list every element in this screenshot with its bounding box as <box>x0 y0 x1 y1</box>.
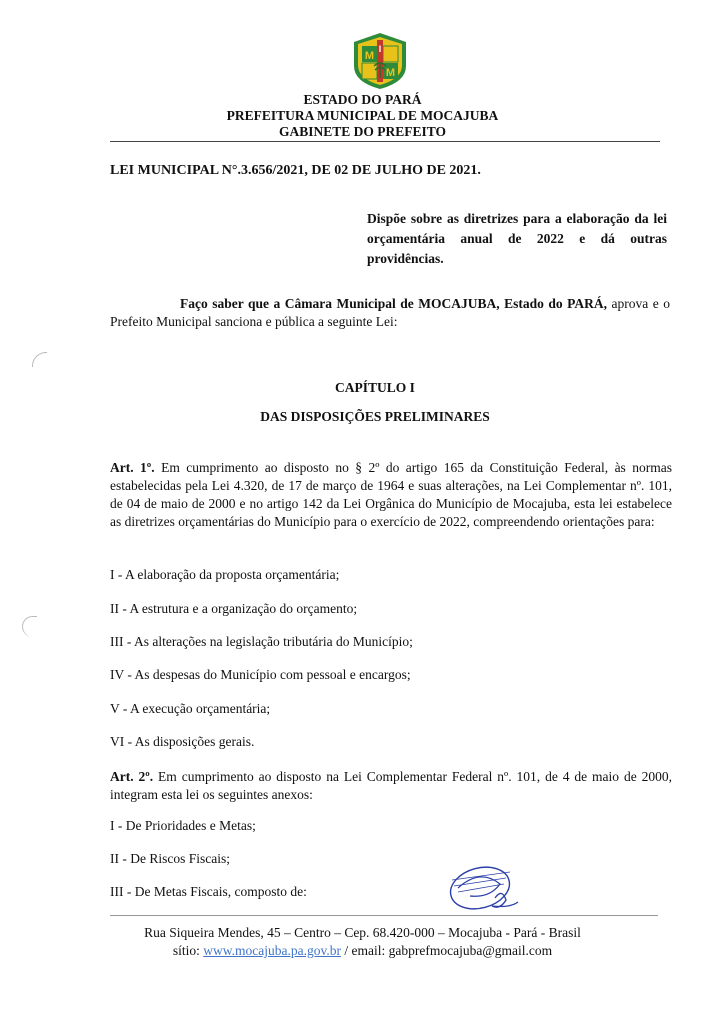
article-1-item: IV - As despesas do Município com pessoal e encargos; <box>110 667 411 682</box>
article-1-item: III - As alterações na legislação tributária do Município; <box>110 634 413 649</box>
article-2 <box>110 768 672 804</box>
law-summary: Dispõe sobre as diretrizes para a elaboração da lei orçamentária anual de 2022 e dá outras providências. <box>367 211 667 266</box>
punch-hole-mark <box>32 352 47 367</box>
punch-hole-mark <box>22 616 37 637</box>
municipal-crest <box>352 32 408 90</box>
article-2-item: I - De Prioridades e Metas; <box>110 818 256 833</box>
crest-letter-m2: M <box>385 67 396 79</box>
article-1-text: Em cumprimento ao disposto no § 2º do artigo 165 da Constituição Federal, às normas estabelecidas pela Lei 4.320, de 17 de março de 1964 e suas alterações, na Lei Complementar nº. 101, de 04 de maio de 2000 e no artigo 142 da Lei Orgânica do Município de Mocajuba, esta lei estabelece as diretrizes orçamentárias do Município para o exercício de 2022, compreendendo orientações para: <box>110 460 672 529</box>
crest-letter-i: I <box>378 44 382 54</box>
article-1-item: V - A execução orçamentária; <box>110 701 271 716</box>
crest-letter-m1: M <box>364 50 375 62</box>
footer-site-label: sítio: <box>172 943 204 958</box>
article-1-item: VI - As disposições gerais. <box>110 734 255 749</box>
article-2-item: III - De Metas Fiscais, composto de: <box>110 884 307 899</box>
article-1-label: Art. 1º. <box>110 460 155 475</box>
signature-rubric <box>440 858 550 928</box>
header-gabinete: GABINETE DO PREFEITO <box>278 124 447 139</box>
footer-divider <box>110 915 658 916</box>
chapter-title: DAS DISPOSIÇÕES PRELIMINARES <box>260 409 490 424</box>
intro-rest: aprova e o Prefeito Municipal sanciona e pública a seguinte Lei: <box>110 296 670 329</box>
footer-address: Rua Siqueira Mendes, 45 – Centro – Cep. 68.420-000 – Mocajuba - Pará - Brasil <box>144 925 581 940</box>
footer-contact <box>0 942 725 960</box>
header-state: ESTADO DO PARÁ <box>303 92 422 107</box>
footer-site-link[interactable]: www.mocajuba.pa.gov.br <box>203 943 341 958</box>
article-1-item: I - A elaboração da proposta orçamentária; <box>110 567 340 582</box>
intro-lead: Faço saber que a Câmara Municipal de MOCAJUBA, Estado do PARÁ, <box>180 296 608 311</box>
law-title: LEI MUNICIPAL N°.3.656/2021, DE 02 DE JULHO DE 2021. <box>110 163 481 178</box>
intro-paragraph <box>110 295 670 331</box>
footer-email: / email: gabprefmocajuba@gmail.com <box>341 943 553 958</box>
header-prefeitura: PREFEITURA MUNICIPAL DE MOCAJUBA <box>226 108 499 123</box>
article-2-text: Em cumprimento ao disposto na Lei Complementar Federal nº. 101, de 4 de maio de 2000, integram esta lei os seguintes anexos: <box>110 769 673 802</box>
article-1 <box>110 459 672 531</box>
chapter-number: CAPÍTULO I <box>335 380 415 395</box>
article-1-item: II - A estrutura e a organização do orçamento; <box>110 601 358 616</box>
header-divider <box>110 141 660 142</box>
article-2-label: Art. 2º. <box>110 769 154 784</box>
article-2-item: II - De Riscos Fiscais; <box>110 851 230 866</box>
